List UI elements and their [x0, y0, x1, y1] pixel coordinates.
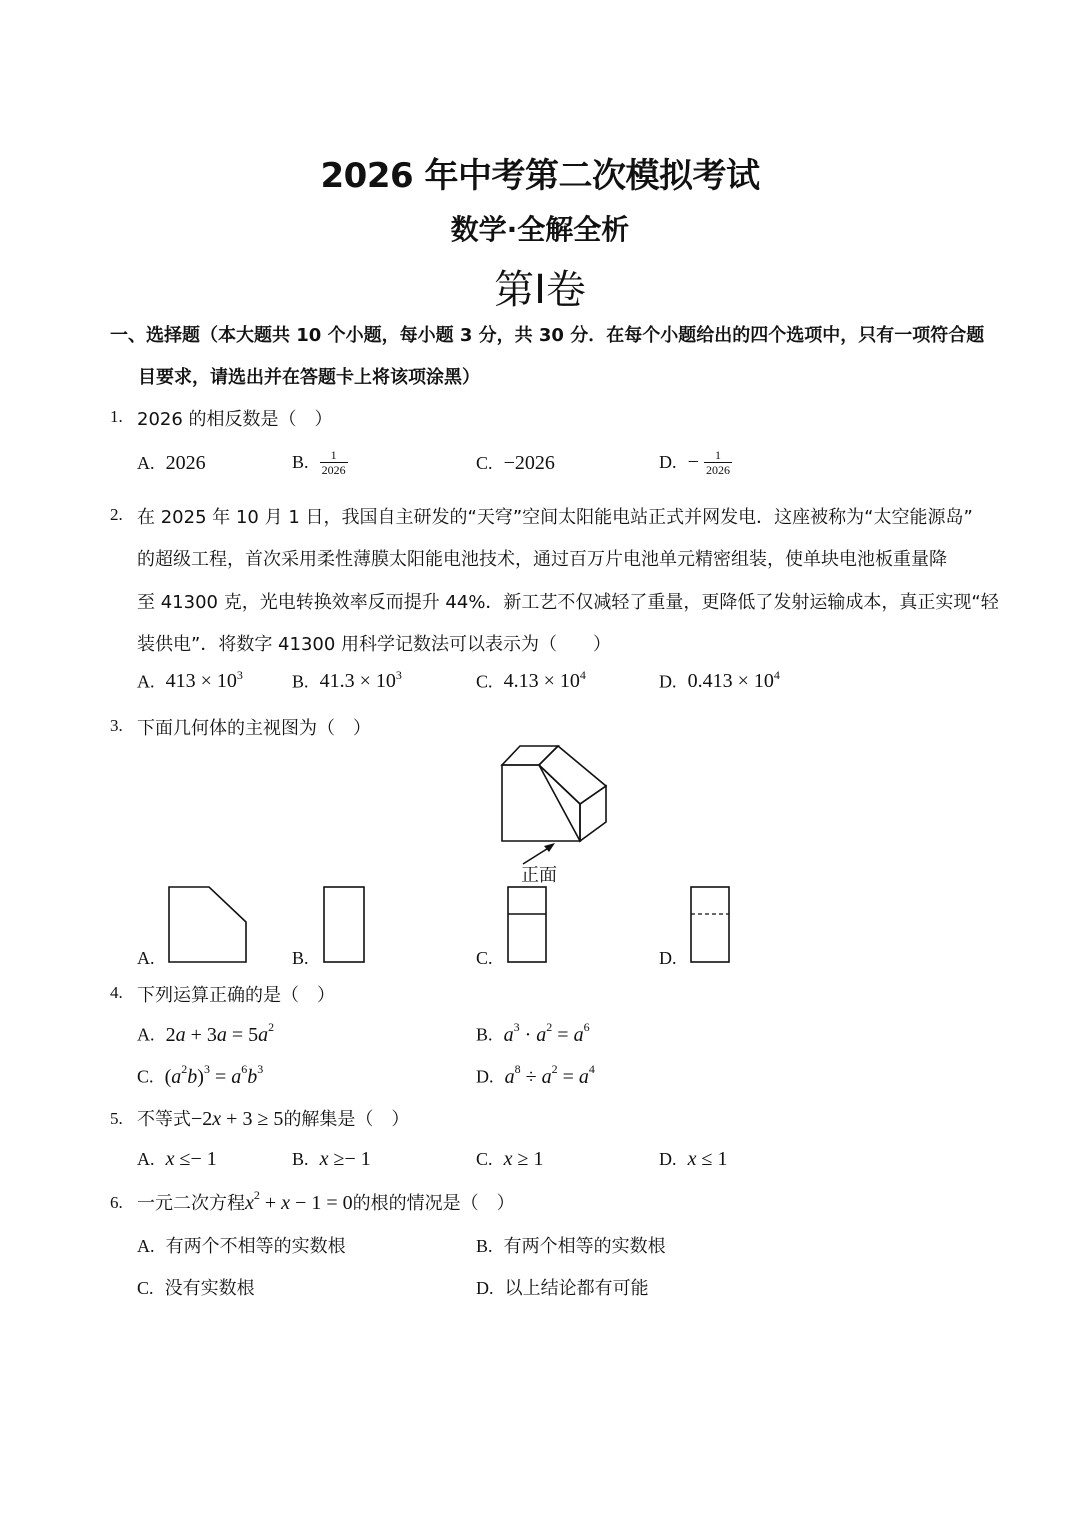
q6-stem: [137, 1189, 515, 1215]
fraction-denominator: 2026: [321, 463, 346, 477]
option-label: B.: [292, 452, 309, 472]
q3-stem: 下面几何体的主视图为（ ）: [137, 718, 371, 739]
option-expression: x ≥− 1: [319, 1148, 371, 1170]
q3-option-b-view: [321, 884, 367, 966]
exam-title: 2026 年中考第二次模拟考试: [320, 156, 760, 196]
q6-option-c: [137, 1274, 255, 1300]
exam-subtitle: 数学·全解全析: [450, 213, 630, 246]
option-label: B.: [476, 1236, 493, 1256]
q5-option-d: [659, 1148, 727, 1171]
q4-number: 4.: [110, 983, 123, 1002]
option-label: C.: [137, 1066, 154, 1087]
option-label: D.: [659, 1149, 677, 1169]
option-expression: $(a^2b)^3 = a^6b^3$: [164, 1062, 264, 1088]
q5-option-a: [137, 1148, 217, 1171]
option-label: D.: [659, 671, 677, 692]
q1-option-a: [137, 452, 206, 475]
option-text: 有两个不相等的实数根: [165, 1236, 346, 1257]
option-label: C.: [476, 1149, 493, 1169]
q1-number: 1.: [110, 407, 123, 426]
q3-option-a-view: [166, 884, 252, 966]
q2-line4: 装供电”．将数字 41300 用科学记数法可以表示为（ ）: [137, 634, 612, 655]
option-expression: x ≤− 1: [165, 1148, 217, 1170]
option-value: 41.3 × 10: [319, 670, 396, 693]
exponent: 4: [579, 668, 586, 682]
q2-option-d: [659, 670, 780, 693]
option-label: B.: [476, 1024, 493, 1045]
q5-stem-post: 的解集是（ ）: [283, 1109, 410, 1130]
option-value: −2026: [503, 452, 555, 474]
option-label: D.: [476, 1066, 494, 1087]
q2-line1: 在 2025 年 10 月 1 日，我国自主研发的“天穹”空间太阳能电站正式并网发电．这座被称为“太空能源岛”: [137, 507, 973, 528]
q4-option-d: [476, 1064, 595, 1089]
q6-option-a: [137, 1232, 346, 1258]
option-value: 4.13 × 10: [503, 670, 580, 693]
q5-inequality: −2x + 3 ≥ 5: [191, 1108, 284, 1130]
q3-option-c-label: C.: [476, 948, 493, 968]
q1-stem: 2026 的相反数是（ ）: [137, 409, 333, 430]
q3-option-d-label: D.: [659, 948, 677, 968]
q4-option-c: [137, 1064, 263, 1089]
fraction-numerator: 1: [320, 448, 348, 463]
q3-option-a-label: A.: [137, 948, 155, 968]
q5-stem: [137, 1105, 409, 1131]
q2-line3: 至 41300 克，光电转换效率反而提升 44%．新工艺不仅减轻了重量，更降低了发射运输成本，真正实现“轻: [137, 592, 999, 613]
option-label: D.: [659, 452, 677, 472]
q4-option-b: [476, 1022, 590, 1047]
q6-equation: $x^2 + x - 1 = 0$: [245, 1188, 353, 1214]
option-label: C.: [137, 1278, 154, 1298]
option-label: C.: [476, 671, 493, 692]
q3-number: 3.: [110, 716, 123, 735]
q6-stem-pre: 一元二次方程: [137, 1193, 245, 1214]
section-instructions-line2: 目要求，请选出并在答题卡上将该项涂黑）: [138, 367, 480, 388]
fraction: [704, 448, 732, 477]
q1-option-d: [659, 448, 732, 477]
option-expression: $a^8 \div a^2 = a^4$: [504, 1062, 595, 1088]
option-label: B.: [292, 671, 309, 692]
section-instructions-line1: 一、选择题（本大题共 10 个小题，每小题 3 分，共 30 分．在每个小题给出的四个选项中，只有一项符合题: [110, 325, 985, 346]
option-label: C.: [476, 453, 493, 473]
q4-stem: 下列运算正确的是（ ）: [137, 985, 335, 1006]
q2-line2: 的超级工程，首次采用柔性薄膜太阳能电池技术，通过百万片电池单元精密组装，使单块电池板重量降: [137, 549, 947, 570]
q5-option-b: [292, 1148, 371, 1171]
q2-option-c: [476, 670, 586, 693]
exponent: 3: [395, 668, 402, 682]
option-label: D.: [476, 1278, 494, 1298]
option-label: A.: [137, 671, 155, 692]
option-label: A.: [137, 453, 155, 473]
option-text: 没有实数根: [164, 1278, 255, 1299]
option-label: A.: [137, 1149, 155, 1169]
option-expression: $a^3 \cdot a^2 = a^6$: [503, 1020, 590, 1046]
front-label: 正面: [521, 865, 557, 885]
q3-option-c-view: [505, 884, 551, 966]
q5-number: 5.: [110, 1109, 123, 1128]
q5-option-c: [476, 1148, 543, 1171]
front-face: [502, 765, 580, 841]
fraction-numerator: 1: [704, 448, 732, 463]
option-expression: $2a + 3a = 5a^2$: [165, 1020, 275, 1046]
q2-option-b: [292, 670, 402, 693]
volume-heading: 第I卷: [494, 267, 586, 313]
q3-option-b-label: B.: [292, 948, 309, 968]
q2-option-a: [137, 670, 243, 693]
option-label: B.: [292, 1149, 309, 1169]
q6-number: 6.: [110, 1193, 123, 1212]
q1-option-b: [292, 448, 348, 477]
q4-option-a: [137, 1022, 274, 1047]
minus-sign: −: [687, 451, 699, 473]
option-value: 0.413 × 10: [687, 670, 774, 693]
option-value: 413 × 10: [165, 670, 237, 693]
q6-option-b: [476, 1232, 666, 1258]
option-text: 以上结论都有可能: [504, 1278, 649, 1299]
q6-option-d: [476, 1274, 649, 1300]
option-label: A.: [137, 1024, 155, 1045]
fraction: [320, 448, 348, 477]
q1-option-c: [476, 452, 555, 475]
exponent: 3: [236, 668, 243, 682]
q5-stem-pre: 不等式: [137, 1109, 191, 1130]
q3-option-d-view: [688, 884, 734, 966]
option-expression: x ≥ 1: [503, 1148, 544, 1170]
q6-stem-post: 的根的情况是（ ）: [352, 1193, 515, 1214]
option-expression: x ≤ 1: [687, 1148, 728, 1170]
option-text: 有两个相等的实数根: [503, 1236, 666, 1257]
fraction-denominator: 2026: [705, 463, 730, 477]
exponent: 4: [773, 668, 780, 682]
option-value: 2026: [165, 452, 206, 474]
right-face: [580, 786, 606, 841]
option-label: A.: [137, 1236, 155, 1256]
q2-number: 2.: [110, 505, 123, 524]
